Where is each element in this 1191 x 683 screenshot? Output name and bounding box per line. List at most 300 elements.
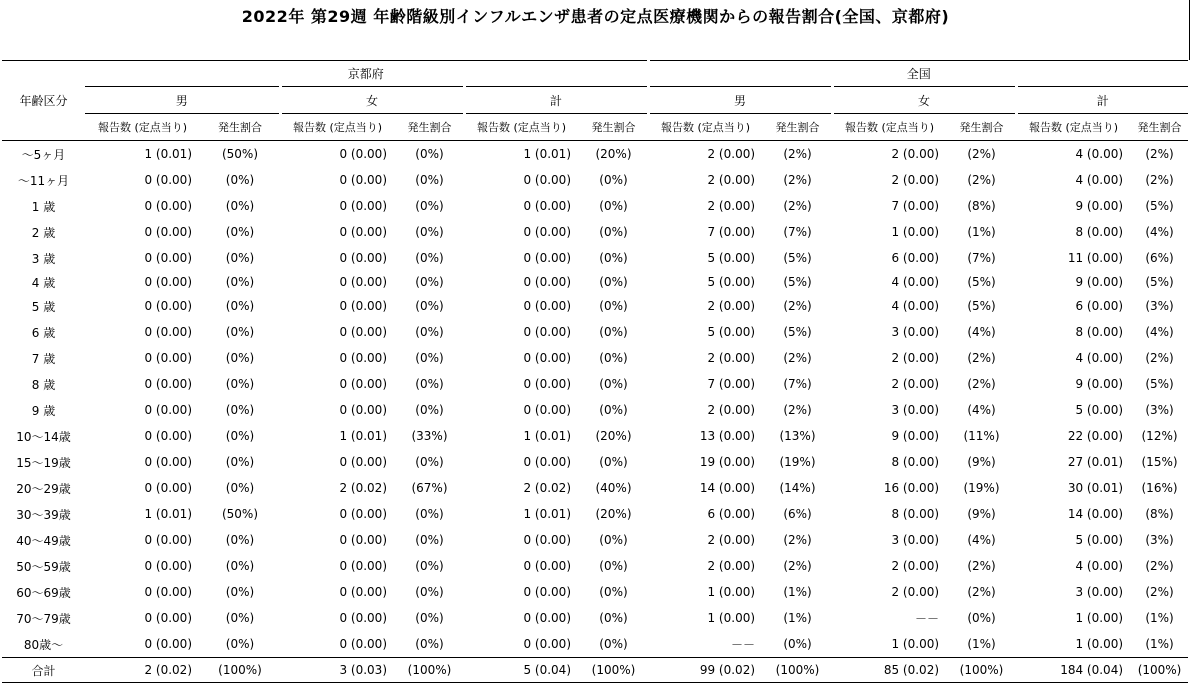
rate-cell: (0%) bbox=[225, 559, 255, 573]
sex-header-total: 計 bbox=[464, 87, 648, 114]
report-count-cell: 1 (0.00) bbox=[707, 611, 756, 625]
age-group-label: 5 歳 bbox=[31, 299, 56, 314]
report-count-cell: 0 (0.00) bbox=[339, 533, 387, 547]
rate-cell: (0%) bbox=[415, 559, 444, 573]
report-count-cell: 0 (0.00) bbox=[339, 147, 387, 161]
rate-column-header: 発生割合 bbox=[395, 114, 464, 141]
report-count-cell: 5 (0.00) bbox=[1075, 403, 1124, 417]
report-count-cell: 4 (0.00) bbox=[1075, 351, 1124, 365]
report-count-cell: 5 (0.00) bbox=[707, 275, 756, 289]
report-count-cell: 0 (0.00) bbox=[523, 533, 571, 547]
report-count-cell: 5 (0.00) bbox=[1075, 533, 1124, 547]
table-row bbox=[2, 397, 1188, 423]
age-group-label: 10～14歳 bbox=[16, 429, 71, 444]
rate-cell: (2%) bbox=[967, 147, 996, 161]
rate-cell: (20%) bbox=[595, 429, 632, 443]
rate-cell: (0%) bbox=[225, 585, 255, 599]
report-count-cell: 13 (0.00) bbox=[699, 429, 756, 443]
rate-cell: (0%) bbox=[599, 173, 628, 187]
table-row bbox=[2, 501, 1188, 527]
report-count-cell: 0 (0.00) bbox=[144, 585, 192, 599]
report-count-cell: 0 (0.00) bbox=[523, 559, 571, 573]
rate-cell: (0%) bbox=[225, 403, 255, 417]
report-count-cell: 0 (0.00) bbox=[339, 377, 387, 391]
rate-cell: (2%) bbox=[967, 351, 996, 365]
rate-column-header: 発生割合 bbox=[763, 114, 832, 141]
rate-cell: (2%) bbox=[967, 377, 996, 391]
rate-column-header: 発生割合 bbox=[1131, 114, 1188, 141]
rate-cell: (100%) bbox=[947, 658, 1016, 683]
rate-cell: (2%) bbox=[783, 173, 812, 187]
rate-cell: (5%) bbox=[1145, 199, 1174, 213]
rate-cell: (2%) bbox=[967, 585, 996, 599]
report-count-cell: 0 (0.00) bbox=[144, 403, 192, 417]
rate-cell: (2%) bbox=[1145, 585, 1174, 599]
report-count-cell: 19 (0.00) bbox=[699, 455, 756, 469]
rate-cell: (0%) bbox=[225, 377, 255, 391]
rate-cell: (2%) bbox=[1145, 559, 1174, 573]
sex-header-total: 計 bbox=[1016, 87, 1188, 114]
age-group-label: ～11ヶ月 bbox=[17, 173, 70, 188]
rate-cell: (0%) bbox=[599, 199, 628, 213]
rate-cell: (100%) bbox=[763, 658, 832, 683]
report-count-cell: 4 (0.00) bbox=[1075, 147, 1124, 161]
report-count-cell: 0 (0.00) bbox=[144, 637, 192, 651]
age-group-label: ～5ヶ月 bbox=[21, 147, 66, 162]
report-count-cell: 0 (0.00) bbox=[523, 199, 571, 213]
rate-cell: (20%) bbox=[595, 147, 632, 161]
report-count-cell: 8 (0.00) bbox=[891, 455, 940, 469]
report-count-cell: 2 (0.00) bbox=[707, 299, 756, 313]
rate-cell: (16%) bbox=[1141, 481, 1178, 495]
rate-cell: (0%) bbox=[225, 611, 255, 625]
report-count-cell: 0 (0.00) bbox=[339, 225, 387, 239]
rate-cell: (2%) bbox=[783, 199, 812, 213]
report-count-cell: 27 (0.01) bbox=[1067, 455, 1124, 469]
rate-cell: (2%) bbox=[783, 403, 812, 417]
rate-cell: (100%) bbox=[579, 658, 648, 683]
report-count-cell: 0 (0.00) bbox=[523, 251, 571, 265]
rate-cell: (7%) bbox=[783, 377, 812, 391]
report-count-cell: 0 (0.00) bbox=[339, 611, 387, 625]
sex-header-male: 男 bbox=[85, 87, 280, 114]
rate-cell: (2%) bbox=[783, 147, 812, 161]
report-count-cell: 2 (0.02) bbox=[339, 481, 387, 495]
rate-cell: (0%) bbox=[415, 173, 444, 187]
rate-column-header: 発生割合 bbox=[200, 114, 280, 141]
table-row bbox=[2, 319, 1188, 345]
rate-cell: (0%) bbox=[225, 481, 255, 495]
report-count-cell: 11 (0.00) bbox=[1067, 251, 1124, 265]
rate-cell: (0%) bbox=[599, 559, 628, 573]
rate-cell: (3%) bbox=[1145, 533, 1174, 547]
report-count-cell: 1 (0.01) bbox=[523, 429, 571, 443]
age-group-label: 60～69歳 bbox=[16, 585, 71, 600]
table-row bbox=[2, 293, 1188, 319]
report-count-cell: 2 (0.00) bbox=[891, 173, 940, 187]
rate-cell: (4%) bbox=[967, 533, 996, 547]
report-count-cell: 0 (0.00) bbox=[144, 299, 192, 313]
rate-cell: (13%) bbox=[779, 429, 816, 443]
report-count-cell: 0 (0.00) bbox=[339, 637, 387, 651]
rate-cell: (0%) bbox=[415, 299, 444, 313]
report-count-cell: 85 (0.02) bbox=[832, 658, 947, 683]
rate-column-header: 発生割合 bbox=[947, 114, 1016, 141]
rate-cell: (0%) bbox=[225, 533, 255, 547]
rate-cell: (33%) bbox=[411, 429, 448, 443]
rate-cell: (0%) bbox=[599, 637, 628, 651]
age-group-label: 15～19歳 bbox=[16, 455, 71, 470]
report-count-cell: 0 (0.00) bbox=[339, 403, 387, 417]
rate-cell: (0%) bbox=[225, 637, 255, 651]
age-group-label: 9 歳 bbox=[31, 403, 56, 418]
table-row bbox=[2, 423, 1188, 449]
report-count-cell: 0 (0.00) bbox=[144, 351, 192, 365]
count-column-header: 報告数 (定点当り) bbox=[280, 114, 395, 141]
rate-cell: (6%) bbox=[783, 507, 812, 521]
report-count-cell: 2 (0.00) bbox=[707, 559, 756, 573]
report-count-cell: 0 (0.00) bbox=[339, 173, 387, 187]
report-count-cell: 2 (0.02) bbox=[85, 658, 200, 683]
rate-cell: (0%) bbox=[599, 251, 628, 265]
report-count-cell: 1 (0.01) bbox=[144, 147, 192, 161]
report-count-cell: 2 (0.00) bbox=[707, 147, 756, 161]
rate-cell: (40%) bbox=[595, 481, 632, 495]
rate-cell: (0%) bbox=[415, 611, 444, 625]
group-header-row bbox=[2, 61, 1188, 87]
count-column-header: 報告数 (定点当り) bbox=[648, 114, 763, 141]
rate-cell: (7%) bbox=[783, 225, 812, 239]
table-row bbox=[2, 193, 1188, 219]
report-count-cell: 0 (0.00) bbox=[339, 325, 387, 339]
report-count-cell: 30 (0.01) bbox=[1067, 481, 1124, 495]
report-count-cell: 0 (0.00) bbox=[144, 611, 192, 625]
report-count-cell: 0 (0.00) bbox=[339, 199, 387, 213]
report-count-cell: 0 (0.00) bbox=[144, 481, 192, 495]
report-count-cell: 3 (0.00) bbox=[891, 403, 940, 417]
report-count-cell: 1 (0.00) bbox=[891, 225, 940, 239]
table-row bbox=[2, 219, 1188, 245]
report-count-cell: 5 (0.00) bbox=[707, 325, 756, 339]
sex-header-male: 男 bbox=[648, 87, 832, 114]
rate-cell: (0%) bbox=[415, 325, 444, 339]
count-column-header: 報告数 (定点当り) bbox=[832, 114, 947, 141]
rate-column-header: 発生割合 bbox=[579, 114, 648, 141]
report-count-cell: 2 (0.00) bbox=[707, 403, 756, 417]
group-header-national: 全国 bbox=[648, 61, 1188, 87]
report-count-cell: 0 (0.00) bbox=[144, 377, 192, 391]
rate-cell: (0%) bbox=[415, 507, 444, 521]
report-count-cell: 3 (0.03) bbox=[280, 658, 395, 683]
rate-cell: (5%) bbox=[967, 275, 996, 289]
rate-cell: (19%) bbox=[963, 481, 1000, 495]
report-count-cell: 2 (0.00) bbox=[891, 585, 940, 599]
report-count-cell: 0 (0.00) bbox=[144, 199, 192, 213]
report-count-cell: 0 (0.00) bbox=[144, 559, 192, 573]
table-row bbox=[2, 631, 1188, 658]
report-count-cell: 0 (0.00) bbox=[339, 299, 387, 313]
rate-cell: (0%) bbox=[225, 173, 255, 187]
rate-cell: (100%) bbox=[395, 658, 464, 683]
count-column-header: 報告数 (定点当り) bbox=[464, 114, 579, 141]
report-count-cell: 1 (0.01) bbox=[339, 429, 387, 443]
rate-cell: (15%) bbox=[1141, 455, 1178, 469]
report-count-cell: －－ bbox=[731, 637, 756, 652]
table-row bbox=[2, 371, 1188, 397]
report-count-cell: 7 (0.00) bbox=[707, 225, 756, 239]
rate-cell: (1%) bbox=[967, 225, 996, 239]
rate-cell: (0%) bbox=[599, 325, 628, 339]
age-group-label: 20～29歳 bbox=[16, 481, 71, 496]
report-count-cell: 9 (0.00) bbox=[891, 429, 940, 443]
table-row bbox=[2, 553, 1188, 579]
rate-cell: (5%) bbox=[1145, 275, 1174, 289]
rate-cell: (100%) bbox=[200, 658, 280, 683]
table-row bbox=[2, 167, 1188, 193]
report-count-cell: 1 (0.01) bbox=[144, 507, 192, 521]
report-count-cell: 0 (0.00) bbox=[523, 455, 571, 469]
report-count-cell: 1 (0.00) bbox=[707, 585, 756, 599]
rate-cell: (67%) bbox=[411, 481, 448, 495]
report-count-cell: 0 (0.00) bbox=[523, 173, 571, 187]
report-count-cell: 2 (0.00) bbox=[891, 147, 940, 161]
rate-cell: (0%) bbox=[415, 585, 444, 599]
column-header-row bbox=[2, 114, 1188, 141]
rate-cell: (0%) bbox=[599, 225, 628, 239]
age-group-label: 合計 bbox=[2, 658, 85, 683]
rate-cell: (1%) bbox=[1145, 637, 1174, 651]
rate-cell: (7%) bbox=[967, 251, 996, 265]
rate-cell: (0%) bbox=[415, 147, 444, 161]
report-count-cell: 6 (0.00) bbox=[1075, 299, 1124, 313]
report-count-cell: 0 (0.00) bbox=[144, 533, 192, 547]
rate-cell: (4%) bbox=[1145, 325, 1174, 339]
rate-cell: (0%) bbox=[599, 275, 628, 289]
report-count-cell: 3 (0.00) bbox=[1075, 585, 1124, 599]
rate-cell: (0%) bbox=[599, 533, 628, 547]
influenza-age-table bbox=[2, 60, 1188, 683]
rate-cell: (6%) bbox=[1145, 251, 1174, 265]
report-count-cell: －－ bbox=[915, 611, 940, 626]
report-count-cell: 0 (0.00) bbox=[523, 225, 571, 239]
rate-cell: (0%) bbox=[415, 225, 444, 239]
age-group-label: 70～79歳 bbox=[16, 611, 71, 626]
rate-cell: (0%) bbox=[225, 225, 255, 239]
count-column-header: 報告数 (定点当り) bbox=[85, 114, 200, 141]
frame-border bbox=[1189, 0, 1190, 60]
rate-cell: (0%) bbox=[225, 429, 255, 443]
rate-cell: (11%) bbox=[963, 429, 1000, 443]
report-count-cell: 0 (0.00) bbox=[144, 251, 192, 265]
sex-header-female: 女 bbox=[832, 87, 1016, 114]
rate-cell: (2%) bbox=[783, 351, 812, 365]
rate-cell: (0%) bbox=[225, 351, 255, 365]
report-count-cell: 1 (0.01) bbox=[523, 147, 571, 161]
rate-cell: (2%) bbox=[967, 173, 996, 187]
rate-cell: (9%) bbox=[967, 455, 996, 469]
report-count-cell: 0 (0.00) bbox=[523, 275, 571, 289]
report-count-cell: 16 (0.00) bbox=[883, 481, 940, 495]
rate-cell: (2%) bbox=[967, 559, 996, 573]
report-title: 2022年 第29週 年齢階級別インフルエンザ患者の定点医療機関からの報告割合(全国、京都府) bbox=[241, 7, 950, 26]
rate-cell: (0%) bbox=[225, 455, 255, 469]
report-count-cell: 2 (0.00) bbox=[707, 533, 756, 547]
rate-cell: (19%) bbox=[779, 455, 816, 469]
rate-cell: (20%) bbox=[595, 507, 632, 521]
report-count-cell: 0 (0.00) bbox=[144, 275, 192, 289]
rate-cell: (0%) bbox=[415, 455, 444, 469]
report-count-cell: 1 (0.00) bbox=[1075, 611, 1124, 625]
table-row bbox=[2, 605, 1188, 631]
rate-cell: (0%) bbox=[225, 275, 255, 289]
table-row bbox=[2, 475, 1188, 501]
report-count-cell: 0 (0.00) bbox=[339, 251, 387, 265]
rate-cell: (0%) bbox=[415, 275, 444, 289]
rate-cell: (2%) bbox=[1145, 147, 1174, 161]
report-count-cell: 0 (0.00) bbox=[523, 403, 571, 417]
report-count-cell: 0 (0.00) bbox=[523, 325, 571, 339]
table-row bbox=[2, 271, 1188, 293]
age-column-header: 年齢区分 bbox=[2, 61, 85, 141]
report-count-cell: 0 (0.00) bbox=[523, 611, 571, 625]
report-count-cell: 0 (0.00) bbox=[144, 325, 192, 339]
rate-cell: (2%) bbox=[783, 559, 812, 573]
rate-cell: (5%) bbox=[967, 299, 996, 313]
rate-cell: (0%) bbox=[225, 299, 255, 313]
report-count-cell: 4 (0.00) bbox=[1075, 559, 1124, 573]
report-count-cell: 0 (0.00) bbox=[339, 351, 387, 365]
rate-cell: (0%) bbox=[415, 533, 444, 547]
rate-cell: (1%) bbox=[783, 585, 812, 599]
rate-cell: (8%) bbox=[1145, 507, 1174, 521]
report-count-cell: 0 (0.00) bbox=[339, 507, 387, 521]
rate-cell: (0%) bbox=[225, 251, 255, 265]
rate-cell: (1%) bbox=[783, 611, 812, 625]
rate-cell: (5%) bbox=[783, 251, 812, 265]
rate-cell: (0%) bbox=[599, 403, 628, 417]
rate-cell: (8%) bbox=[967, 199, 996, 213]
rate-cell: (1%) bbox=[1145, 611, 1174, 625]
report-count-cell: 184 (0.04) bbox=[1016, 658, 1131, 683]
report-count-cell: 1 (0.01) bbox=[523, 507, 571, 521]
report-count-cell: 4 (0.00) bbox=[891, 275, 940, 289]
age-group-label: 80歳～ bbox=[23, 637, 64, 652]
total-row bbox=[2, 658, 1188, 683]
rate-cell: (0%) bbox=[599, 299, 628, 313]
rate-cell: (14%) bbox=[779, 481, 816, 495]
report-count-cell: 0 (0.00) bbox=[144, 455, 192, 469]
rate-cell: (5%) bbox=[1145, 377, 1174, 391]
report-count-cell: 0 (0.00) bbox=[523, 351, 571, 365]
age-group-label: 40～49歳 bbox=[16, 533, 71, 548]
rate-cell: (0%) bbox=[225, 199, 255, 213]
table-row bbox=[2, 345, 1188, 371]
rate-cell: (0%) bbox=[415, 199, 444, 213]
rate-cell: (1%) bbox=[967, 637, 996, 651]
table-row bbox=[2, 527, 1188, 553]
rate-cell: (0%) bbox=[783, 637, 812, 651]
report-count-cell: 0 (0.00) bbox=[523, 585, 571, 599]
report-count-cell: 0 (0.00) bbox=[339, 275, 387, 289]
report-count-cell: 9 (0.00) bbox=[1075, 377, 1124, 391]
report-count-cell: 5 (0.00) bbox=[707, 251, 756, 265]
report-count-cell: 2 (0.00) bbox=[891, 351, 940, 365]
rate-cell: (0%) bbox=[225, 325, 255, 339]
report-count-cell: 1 (0.00) bbox=[891, 637, 940, 651]
report-count-cell: 2 (0.00) bbox=[891, 377, 940, 391]
report-count-cell: 0 (0.00) bbox=[523, 299, 571, 313]
report-count-cell: 2 (0.00) bbox=[891, 559, 940, 573]
report-count-cell: 2 (0.00) bbox=[707, 199, 756, 213]
age-group-label: 1 歳 bbox=[31, 199, 56, 214]
report-count-cell: 1 (0.00) bbox=[1075, 637, 1124, 651]
rate-cell: (4%) bbox=[967, 403, 996, 417]
report-count-cell: 7 (0.00) bbox=[891, 199, 940, 213]
rate-cell: (50%) bbox=[221, 507, 259, 521]
sex-header-row bbox=[2, 87, 1188, 114]
rate-cell: (0%) bbox=[599, 351, 628, 365]
table-row bbox=[2, 449, 1188, 475]
rate-cell: (9%) bbox=[967, 507, 996, 521]
report-count-cell: 9 (0.00) bbox=[1075, 275, 1124, 289]
rate-cell: (0%) bbox=[415, 403, 444, 417]
report-count-cell: 6 (0.00) bbox=[707, 507, 756, 521]
report-count-cell: 2 (0.02) bbox=[523, 481, 571, 495]
report-count-cell: 6 (0.00) bbox=[891, 251, 940, 265]
report-count-cell: 0 (0.00) bbox=[144, 225, 192, 239]
report-count-cell: 0 (0.00) bbox=[523, 637, 571, 651]
rate-cell: (0%) bbox=[599, 611, 628, 625]
age-group-label: 7 歳 bbox=[31, 351, 56, 366]
rate-cell: (5%) bbox=[783, 325, 812, 339]
rate-cell: (0%) bbox=[599, 377, 628, 391]
age-group-label: 8 歳 bbox=[31, 377, 56, 392]
rate-cell: (3%) bbox=[1145, 299, 1174, 313]
rate-cell: (4%) bbox=[967, 325, 996, 339]
rate-cell: (0%) bbox=[599, 585, 628, 599]
report-count-cell: 4 (0.00) bbox=[1075, 173, 1124, 187]
report-count-cell: 8 (0.00) bbox=[1075, 225, 1124, 239]
table-row bbox=[2, 245, 1188, 271]
report-count-cell: 0 (0.00) bbox=[339, 455, 387, 469]
age-group-label: 4 歳 bbox=[31, 275, 56, 290]
age-group-label: 30～39歳 bbox=[16, 507, 71, 522]
age-group-label: 50～59歳 bbox=[16, 559, 71, 574]
report-count-cell: 14 (0.00) bbox=[1067, 507, 1124, 521]
report-count-cell: 0 (0.00) bbox=[144, 429, 192, 443]
report-count-cell: 99 (0.02) bbox=[648, 658, 763, 683]
rate-cell: (5%) bbox=[783, 275, 812, 289]
age-group-label: 6 歳 bbox=[31, 325, 56, 340]
report-count-cell: 2 (0.00) bbox=[707, 351, 756, 365]
report-count-cell: 3 (0.00) bbox=[891, 533, 940, 547]
report-count-cell: 2 (0.00) bbox=[707, 173, 756, 187]
rate-cell: (0%) bbox=[415, 351, 444, 365]
table-body bbox=[2, 141, 1188, 683]
report-count-cell: 22 (0.00) bbox=[1067, 429, 1124, 443]
rate-cell: (12%) bbox=[1141, 429, 1178, 443]
rate-cell: (0%) bbox=[415, 637, 444, 651]
report-count-cell: 4 (0.00) bbox=[891, 299, 940, 313]
rate-cell: (0%) bbox=[967, 611, 996, 625]
rate-cell: (2%) bbox=[783, 533, 812, 547]
report-count-cell: 0 (0.00) bbox=[339, 585, 387, 599]
age-group-label: 3 歳 bbox=[31, 251, 56, 266]
rate-cell: (0%) bbox=[415, 377, 444, 391]
rate-cell: (100%) bbox=[1131, 658, 1188, 683]
rate-cell: (4%) bbox=[1145, 225, 1174, 239]
report-count-cell: 7 (0.00) bbox=[707, 377, 756, 391]
